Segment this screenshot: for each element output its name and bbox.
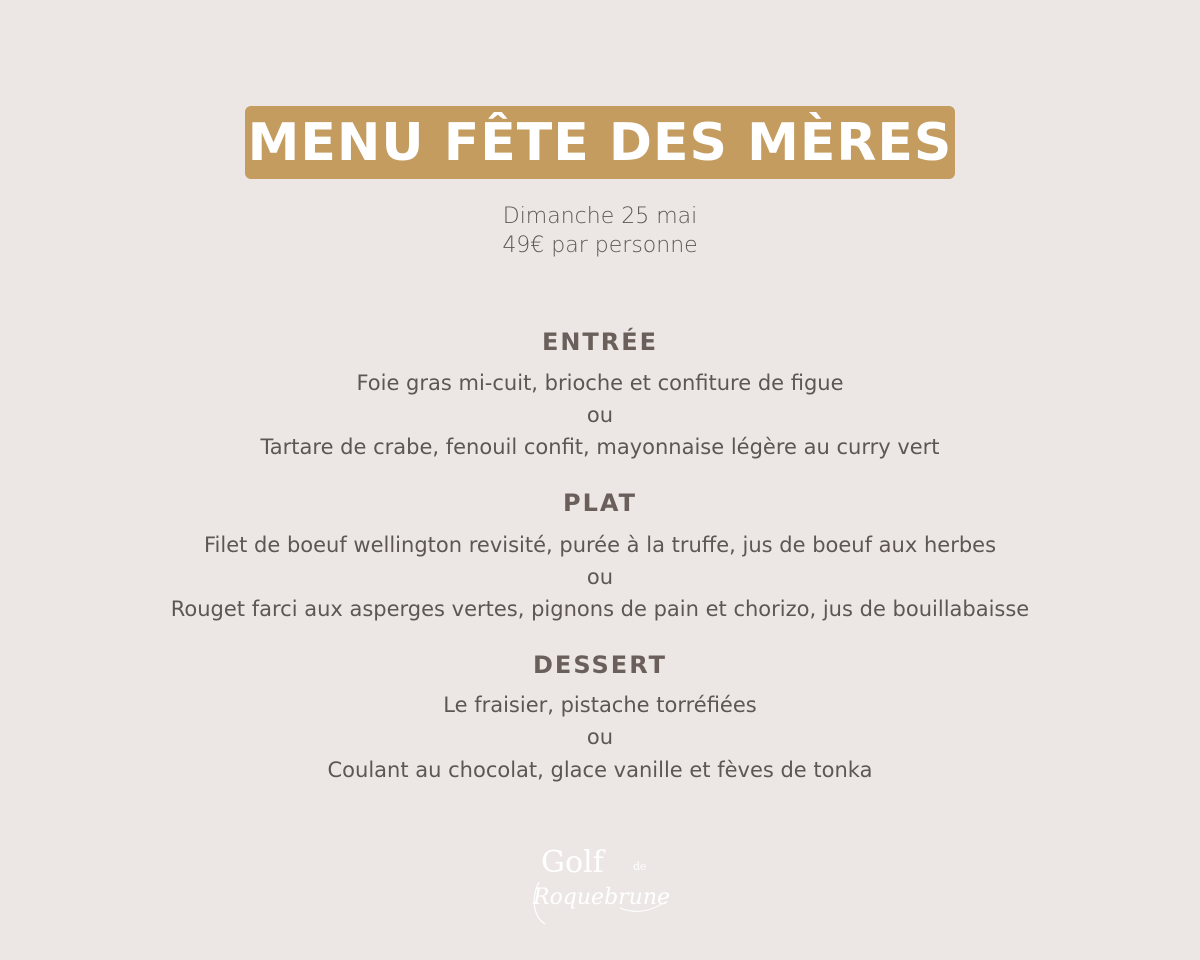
- page-title: MENU FÊTE DES MÈRES: [247, 112, 953, 173]
- logo-golf-text: Golf: [541, 845, 604, 880]
- section-heading-dessert: DESSERT: [533, 651, 667, 679]
- plat-separator: ou: [586, 565, 614, 589]
- dessert-option-2: Coulant au chocolat, glace vanille et fèves de tonka: [327, 758, 873, 782]
- golf-de-roquebrune-logo: [525, 838, 675, 933]
- plat-option-2: Rouget farci aux asperges vertes, pignons de pain et chorizo, jus de bouillabaisse: [170, 597, 1030, 621]
- event-date: Dimanche 25 mai: [502, 204, 698, 229]
- plat-option-1: Filet de boeuf wellington revisité, purée à la truffe, jus de boeuf aux herbes: [203, 533, 997, 557]
- entree-option-1: Foie gras mi-cuit, brioche et confiture de figue: [356, 371, 844, 395]
- logo-de-text: de: [633, 860, 647, 873]
- dessert-separator: ou: [586, 725, 614, 749]
- section-heading-entree: ENTRÉE: [541, 328, 659, 356]
- entree-separator: ou: [586, 403, 614, 427]
- dessert-option-1: Le fraisier, pistache torréfiées: [443, 693, 757, 717]
- section-heading-plat: PLAT: [563, 489, 637, 517]
- entree-option-2: Tartare de crabe, fenouil confit, mayonnaise légère au curry vert: [260, 435, 940, 459]
- title-banner: [245, 106, 955, 179]
- price-per-person: 49€ par personne: [502, 233, 698, 258]
- logo-roquebrune-text: Roquebrune: [533, 885, 671, 910]
